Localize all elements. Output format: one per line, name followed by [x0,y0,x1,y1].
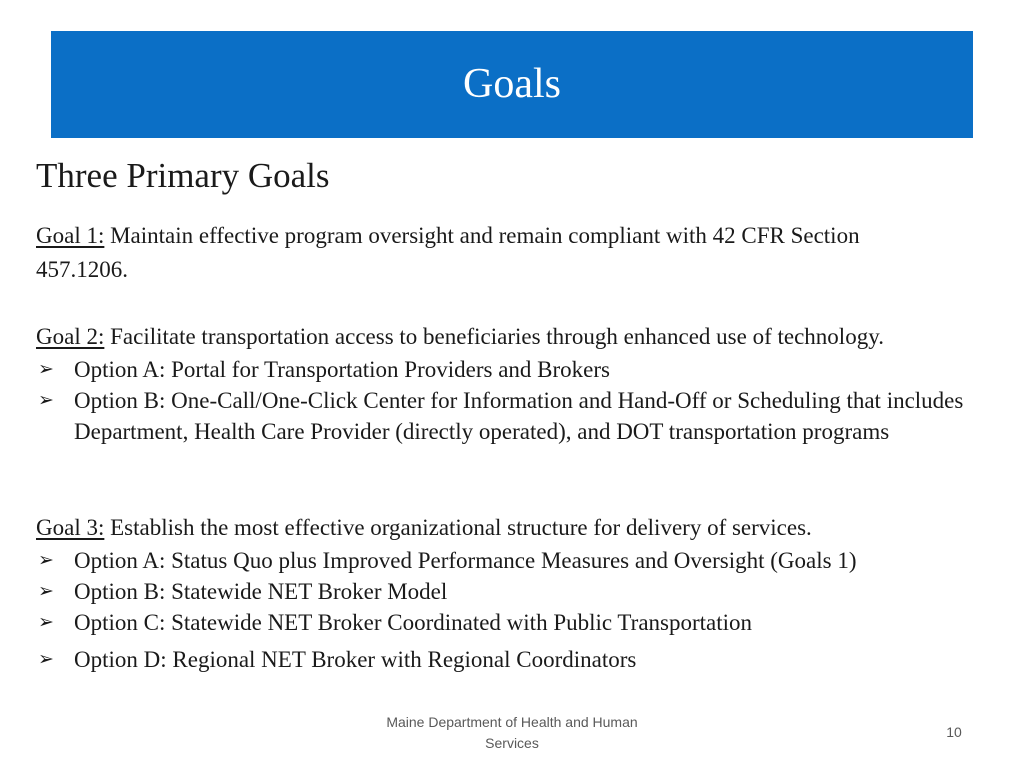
goal-3-text: Establish the most effective organizational structure for delivery of services. [104,515,812,540]
arrow-bullet-icon: ➢ [38,358,54,380]
goal-2-text: Facilitate transportation access to beneficiaries through enhanced use of technology. [104,324,884,349]
goal-3-label: Goal 3: [36,515,105,540]
arrow-bullet-icon: ➢ [38,549,54,571]
slide-title: Goals [463,60,561,107]
option-text: Option D: Regional NET Broker with Regional Coordinators [74,647,637,672]
option-text: Option B: One-Call/One-Click Center for Information and Hand-Off or Scheduling that includes Department, Health Care Provider (directly operated), and DOT transportation programs [74,388,964,444]
option-item [36,545,996,576]
arrow-bullet-icon: ➢ [38,611,54,633]
arrow-bullet-icon: ➢ [38,389,54,411]
option-item [36,644,996,675]
option-item [36,385,984,447]
page-number: 10 [946,724,962,740]
option-text: Option A: Portal for Transportation Providers and Brokers [74,357,610,382]
goal-3 [36,511,996,675]
option-text: Option A: Status Quo plus Improved Performance Measures and Oversight (Goals 1) [74,548,857,573]
goal-1-text: Maintain effective program oversight and remain compliant with 42 CFR Section [104,223,860,248]
option-text: Option B: Statewide NET Broker Model [74,579,448,604]
slide-subtitle: Three Primary Goals [36,156,330,195]
arrow-bullet-icon: ➢ [38,648,54,670]
goal-2-options [36,354,996,447]
goal-1 [36,219,976,287]
option-item [36,607,996,638]
arrow-bullet-icon: ➢ [38,580,54,602]
title-bar [51,31,973,138]
goal-2 [36,320,996,447]
goal-2-line [36,320,996,354]
goal-1-line [36,219,976,253]
option-item [36,354,996,385]
option-item [36,576,996,607]
goal-1-label: Goal 1: [36,223,105,248]
goal-3-options [36,545,996,675]
goal-1-text-cont: 457.1206. [36,257,128,282]
goal-3-line [36,511,996,545]
goal-2-label: Goal 2: [36,324,105,349]
option-text: Option C: Statewide NET Broker Coordinated with Public Transportation [74,610,753,635]
footer-organization: Maine Department of Health and Human Services [386,714,638,751]
